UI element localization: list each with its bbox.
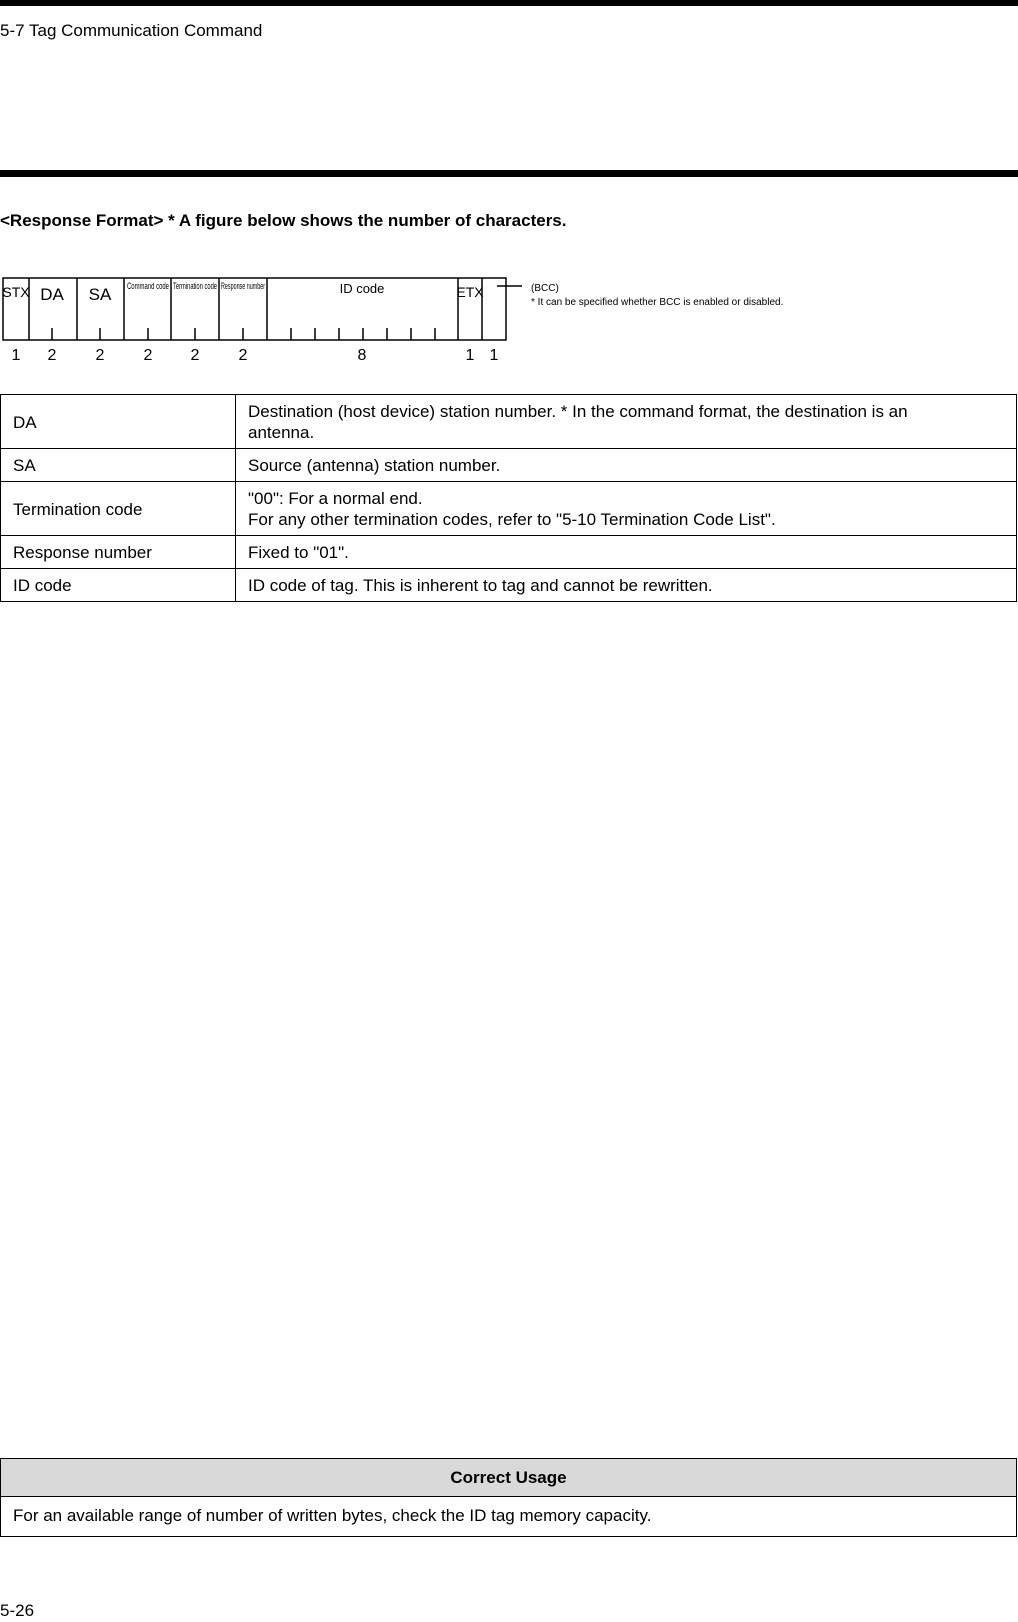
description-cell — [236, 536, 1017, 569]
section-divider — [0, 170, 1018, 177]
term-cell: Response number — [1, 536, 236, 569]
field-description-table — [0, 394, 1017, 602]
response-frame-diagram — [0, 275, 790, 370]
term-cell: DA — [1, 395, 236, 449]
count-stx: 1 — [11, 347, 21, 364]
count-response-number: 2 — [238, 347, 248, 364]
section-header-title: 5-7 Tag Communication Command — [0, 21, 263, 40]
table-row — [1, 395, 1017, 449]
description-cell — [236, 449, 1017, 482]
bcc-note: * It can be specified whether BCC is enabled or disabled. — [531, 297, 784, 308]
page-number: 5-26 — [0, 1601, 35, 1620]
description-cell — [236, 569, 1017, 602]
cell-sa: SA — [88, 285, 112, 304]
count-bcc: 1 — [489, 347, 499, 364]
correct-usage-text: For an available range of number of written bytes, check the ID tag memory capacity. — [13, 1506, 652, 1525]
description-line: Fixed to "01". — [248, 543, 349, 562]
table-row — [1, 569, 1017, 602]
table-row — [1, 449, 1017, 482]
cell-da: DA — [40, 285, 64, 304]
term-cell: Termination code — [1, 482, 236, 536]
count-command-code: 2 — [143, 347, 153, 364]
cell-termination-code: Termination code — [173, 281, 217, 291]
description-line: antenna. — [248, 423, 315, 442]
description-cell — [236, 395, 1017, 449]
cell-etx: ETX — [456, 284, 484, 300]
description-cell — [236, 482, 1017, 536]
cell-response-number: Response number — [221, 281, 265, 291]
top-rule — [0, 0, 1018, 6]
cell-id-code: ID code — [339, 281, 385, 296]
correct-usage-title: Correct Usage — [1, 1459, 1016, 1497]
description-line: "00": For a normal end. — [248, 489, 423, 508]
term-cell: ID code — [1, 569, 236, 602]
term-cell: SA — [1, 449, 236, 482]
correct-usage-box — [0, 1458, 1017, 1537]
table-row — [1, 536, 1017, 569]
description-line: ID code of tag. This is inherent to tag and cannot be rewritten. — [248, 576, 713, 595]
count-sa: 2 — [95, 347, 105, 364]
table-row — [1, 482, 1017, 536]
response-format-heading: <Response Format> * A figure below shows the number of characters. — [0, 211, 567, 230]
cell-command-code: Command code — [127, 281, 169, 291]
description-line: For any other termination codes, refer to "5-10 Termination Code List". — [248, 510, 776, 529]
count-termination-code: 2 — [190, 347, 200, 364]
cell-stx: STX — [2, 284, 30, 300]
bcc-label: (BCC) — [531, 283, 559, 294]
count-id-code: 8 — [357, 347, 367, 364]
count-da: 2 — [47, 347, 57, 364]
description-line: Source (antenna) station number. — [248, 456, 501, 475]
count-etx: 1 — [465, 347, 475, 364]
description-line: Destination (host device) station number. * In the command format, the destination is an — [248, 402, 908, 421]
